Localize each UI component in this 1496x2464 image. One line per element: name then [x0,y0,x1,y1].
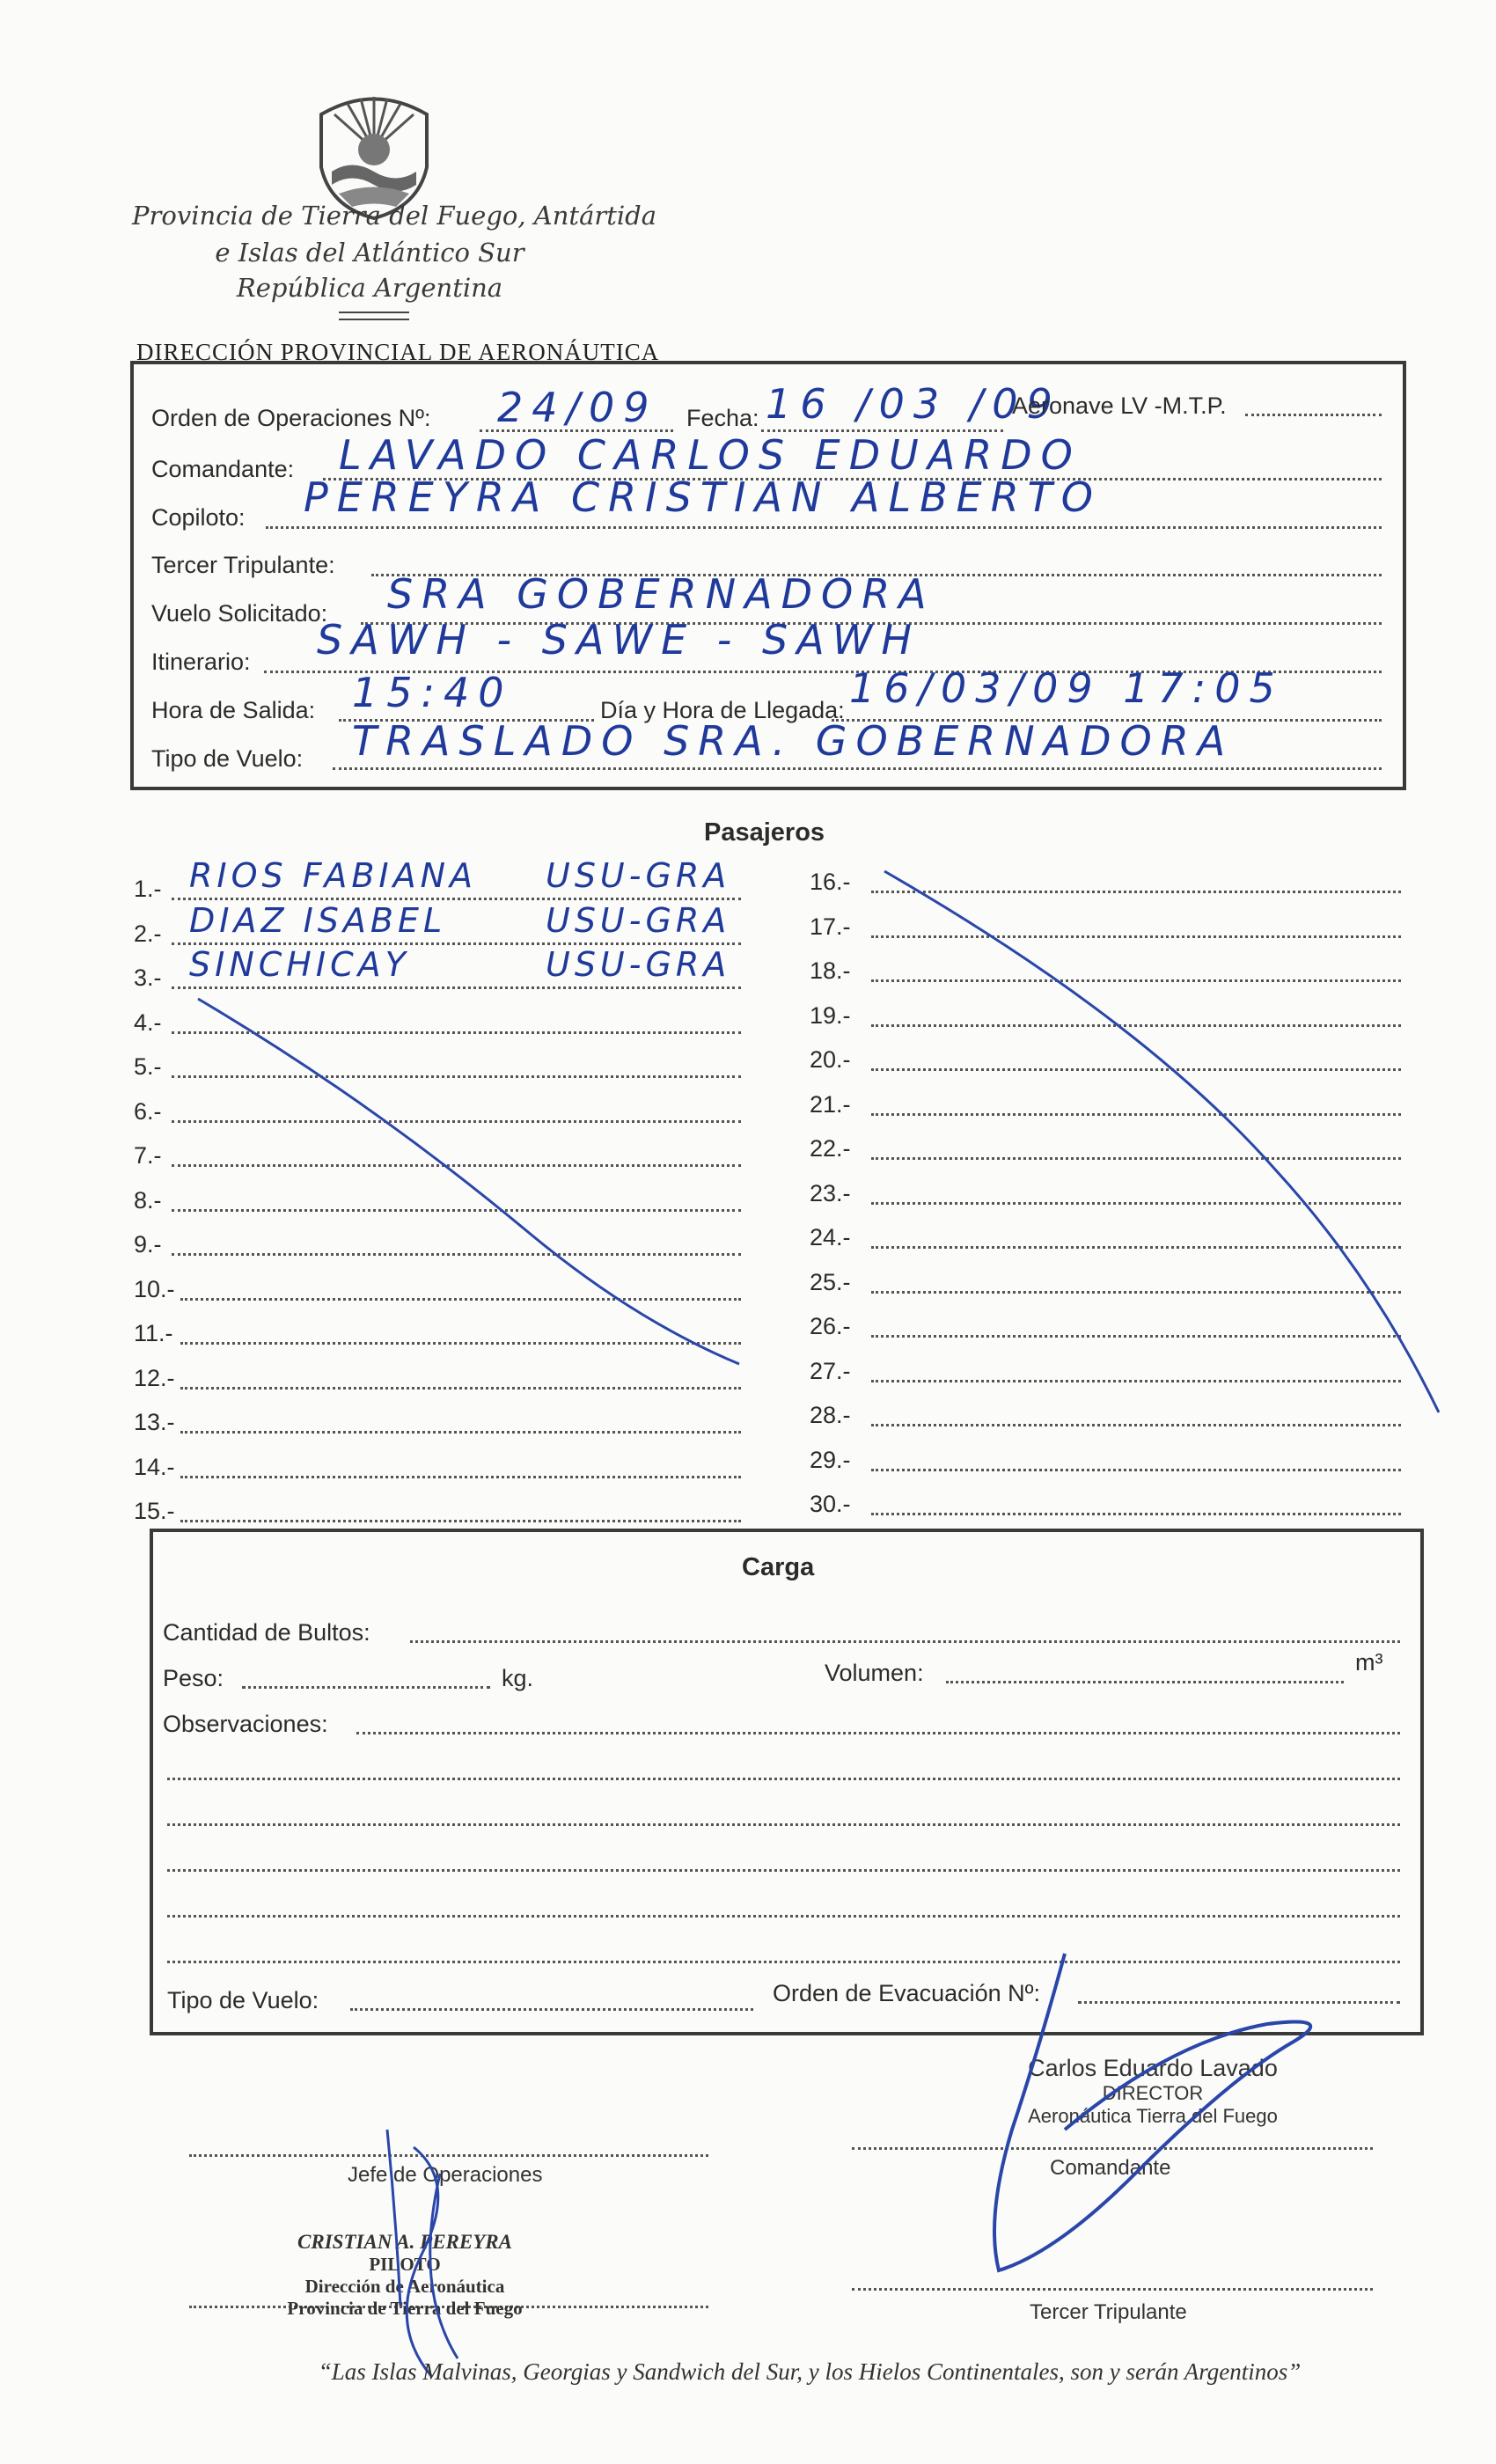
flight-type-label: Tipo de Vuelo: [151,745,304,772]
volumen-unit: m³ [1355,1649,1383,1676]
passenger-number: 15.- [134,1498,175,1524]
date-label: Fecha: [686,405,759,431]
comandante-label: Comandante [1050,2156,1171,2180]
passenger-number: 26.- [810,1313,851,1339]
passenger-number: 8.- [134,1186,162,1214]
pilot-org-2: Provincia de Tierra del Fuego [287,2298,523,2319]
passenger-number: 12.- [134,1364,175,1391]
flight-type-value: TRASLADO SRA. GOBERNADORA [352,717,1235,765]
commander-label: Comandante: [151,456,295,482]
departure-value: 15:40 [352,669,513,716]
requested-flight-value: SRA GOBERNADORA [387,570,935,618]
passenger-number: 13.- [134,1409,175,1435]
passenger-number: 9.- [134,1231,162,1258]
aircraft-label: Aeronave LV -M.T.P. [1012,392,1227,419]
pilot-name: CRISTIAN A. PEREYRA [297,2231,512,2253]
passenger-number: 27.- [810,1357,851,1384]
passenger-name: SINCHICAY [189,945,410,984]
arrival-label: Día y Hora de Llegada: [600,697,845,723]
passenger-number: 20.- [810,1046,851,1073]
commander-signature [994,1954,1310,2270]
passenger-number: 21.- [810,1090,851,1118]
copilot-label: Copiloto: [151,504,246,531]
passenger-number: 17.- [810,913,851,940]
passenger-number: 3.- [134,964,162,991]
passenger-number: 16.- [810,869,851,895]
right-column-strike [884,871,1439,1412]
passenger-number: 10.- [134,1275,175,1302]
third-crew-label: Tercer Tripulante: [151,552,335,578]
evacuation-label: Orden de Evacuación Nº: [773,1980,1041,2006]
passenger-route: USU-GRA [546,856,731,895]
passenger-route: USU-GRA [546,945,731,984]
passenger-number: 1.- [134,876,162,902]
passenger-number: 29.- [810,1446,851,1473]
pilot-org-1: Dirección de Aeronáutica [304,2276,505,2297]
footer-motto: “Las Islas Malvinas, Georgias y Sandwich del Sur, y los Hielos Continentales, son y serán Argentinos” [318,2358,1302,2385]
passenger-number: 30.- [810,1491,851,1517]
commander-value: LAVADO CARLOS EDUARDO [339,431,1082,479]
date-value: 16 /03 /09 [766,380,1061,428]
department-title: DIRECCIÓN PROVINCIAL DE AERONÁUTICA [136,339,660,365]
cargo-title: Carga [742,1553,815,1581]
passenger-number: 23.- [810,1179,851,1206]
passenger-number: 4.- [134,1008,162,1036]
cargo-flight-type-label: Tipo de Vuelo: [167,1987,319,2013]
departure-label: Hora de Salida: [151,697,316,723]
peso-unit: kg. [502,1665,534,1691]
passenger-number: 19.- [810,1001,851,1029]
peso-label: Peso: [163,1665,224,1691]
passenger-number: 14.- [134,1453,175,1480]
passenger-number: 5.- [134,1053,162,1080]
passenger-number: 24.- [810,1224,851,1250]
passengers-title: Pasajeros [704,818,825,847]
requested-flight-label: Vuelo Solicitado: [151,600,328,627]
director-name: Carlos Eduardo Lavado [1028,2055,1278,2081]
director-org: Aeronáutica Tierra del Fuego [1028,2105,1278,2127]
passenger-name: DIAZ ISABEL [189,900,447,940]
passenger-number: 25.- [810,1268,851,1295]
passenger-name: RIOS FABIANA [189,856,478,895]
passenger-number: 7.- [134,1142,162,1169]
volumen-label: Volumen: [825,1660,924,1686]
passenger-number: 2.- [134,920,162,947]
observations-label: Observaciones: [163,1711,328,1737]
passenger-number: 18.- [810,957,851,984]
director-title: DIRECTOR [1102,2082,1204,2104]
left-column-strike [198,999,739,1364]
pilot-title: PILOTO [369,2254,441,2275]
tercer-label: Tercer Tripulante [1030,2300,1187,2324]
org-line-3: República Argentina [236,273,503,303]
passenger-number: 22.- [810,1135,851,1162]
jefe-label: Jefe de Operaciones [348,2163,543,2187]
order-label: Orden de Operaciones Nº: [151,405,431,431]
jefe-signature [387,2130,458,2376]
itinerary-label: Itinerario: [151,649,251,675]
passenger-number: 11.- [134,1320,173,1346]
passenger-number: 28.- [810,1402,851,1428]
passenger-route: USU-GRA [546,900,731,940]
arrival-value: 16/03/09 17:05 [849,664,1284,712]
itinerary-value: SAWH - SAWE - SAWH [317,616,920,664]
org-line-1: Provincia de Tierra del Fuego, Antártida [132,201,657,231]
copilot-value: PEREYRA CRISTIAN ALBERTO [304,473,1102,521]
passenger-number: 6.- [134,1097,162,1125]
org-line-2: e Islas del Atlántico Sur [215,238,524,268]
order-value: 24/09 [497,384,658,431]
bultos-label: Cantidad de Bultos: [163,1619,370,1646]
